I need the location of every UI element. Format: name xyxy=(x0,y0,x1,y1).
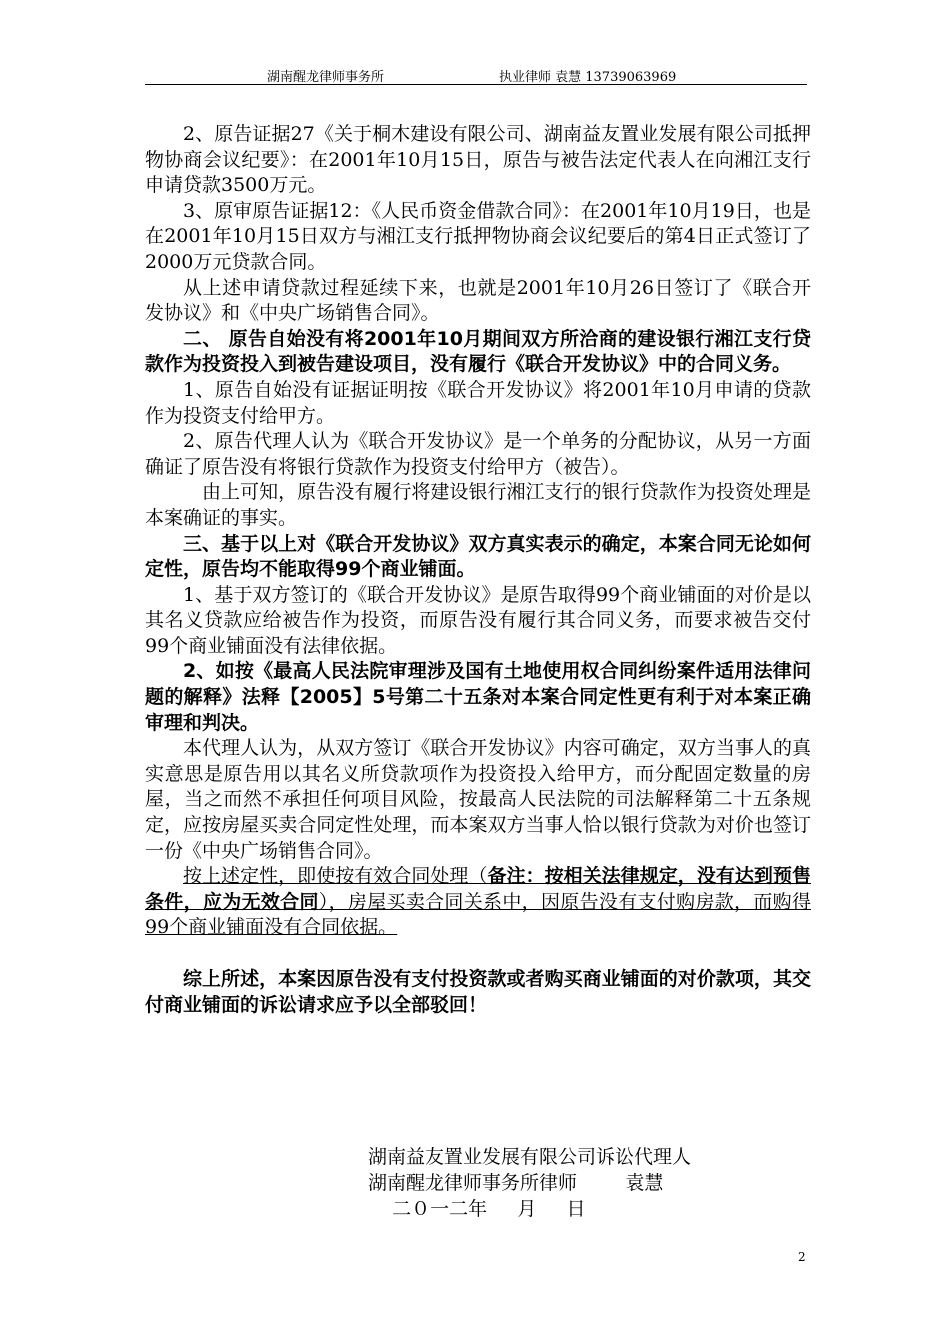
paragraph-two-conclusion: 由上可知，原告没有履行将建设银行湘江支行的银行贷款作为投资处理是本案确证的事实。 xyxy=(145,481,811,529)
paragraph-gap xyxy=(145,941,811,967)
signature-date: 二０一二年 月 日 xyxy=(368,1198,586,1220)
paragraph-underlined-conclusion xyxy=(145,864,811,941)
paragraph-loan-process: 从上述申请贷款过程延续下来，也就是2001年10月26日签订了《联合开发协议》和《中央广场销售合同》。 xyxy=(145,276,811,325)
paragraph-three-point-1: 1、基于双方签订的《联合开发协议》是原告取得99个商业铺面的对价是以其名义贷款应给被告作为投资，而原告没有履行其合同义务，而要求被告交付99个商业铺面没有法律依据。 xyxy=(145,583,811,657)
underlined-text-end: ），房屋买卖合同关系中，因原告没有支付购房款，而购得99个商业铺面没有合同依据。 xyxy=(145,890,811,939)
header-firm-name: 湖南醒龙律师事务所 xyxy=(267,70,385,85)
page-header xyxy=(145,66,807,85)
paragraph-evidence-12: 3、原审原告证据12：《人民币资金借款合同》：在2001年10月19日，也是在2001年10月15日双方与湘江支行抵押物协商会议纪要后的第4日正式签订了2000万元贷款合同。 xyxy=(145,199,811,273)
paragraph-two-point-1: 1、原告自始没有证据证明按《联合开发协议》将2001年10月申请的贷款作为投资支付给甲方。 xyxy=(145,378,811,427)
paragraph-agent-opinion: 本代理人认为，从双方签订《联合开发协议》内容可确定，双方当事人的真实意思是原告用以其名义所贷款项作为投资投入给甲方，而分配固定数量的房屋，当之而然不承担任何项目风险，按最高人民法院的司法解释第二十五条规定，应按房屋买卖合同定性处理，而本案双方当事人恰以银行贷款为对价也签订一份《中央广场销售合同》。 xyxy=(145,737,811,862)
paragraph-evidence-27: 2、原告证据27《关于桐木建设有限公司、湖南益友置业发展有限公司抵押物协商会议纪要》：在2001年10月15日，原告与被告法定代表人在向湘江支行申请贷款3500万元。 xyxy=(145,123,811,197)
heading-section-two: 二、 原告自始没有将2001年10月期间双方所洽商的建设银行湘江支行贷款作为投资投入到被告建设项目，没有履行《联合开发协议》中的合同义务。 xyxy=(145,327,811,376)
heading-three-point-2: 2、如按《最高人民法院审理涉及国有土地使用权合同纠纷案件适用法律问题的解释》法释【2005】5号第二十五条对本案合同定性更有利于对本案正确审理和判决。 xyxy=(145,660,811,734)
underlined-text-start: 按上述定性，即使按有效合同处理（ xyxy=(183,865,488,888)
signature-company: 湖南益友置业发展有限公司诉讼代理人 xyxy=(368,1146,692,1168)
remark-note: 备注：按相关法律规定，没有达到预售条件，应为无效合同 xyxy=(145,865,811,913)
header-lawyer-contact: 执业律师 袁慧 13739063969 xyxy=(499,70,677,85)
paragraph-two-point-2: 2、原告代理人认为《联合开发协议》是一个单务的分配协议，从另一方面确证了原告没有将银行贷款作为投资支付给甲方（被告）。 xyxy=(145,430,811,478)
closing-statement: 综上所述，本案因原告没有支付投资款或者购买商业铺面的对价款项，其交付商业铺面的诉讼请求应予以全部驳回！ xyxy=(145,968,811,1016)
document-body xyxy=(145,122,811,1018)
page-number: 2 xyxy=(798,1250,806,1264)
signature-lawyer: 湖南醒龙律师事务所律师 袁慧 xyxy=(368,1172,664,1194)
heading-section-three: 三、基于以上对《联合开发协议》双方真实表示的确定，本案合同无论如何定性，原告均不能取得99个商业铺面。 xyxy=(145,532,811,581)
signature-block xyxy=(368,1144,691,1222)
